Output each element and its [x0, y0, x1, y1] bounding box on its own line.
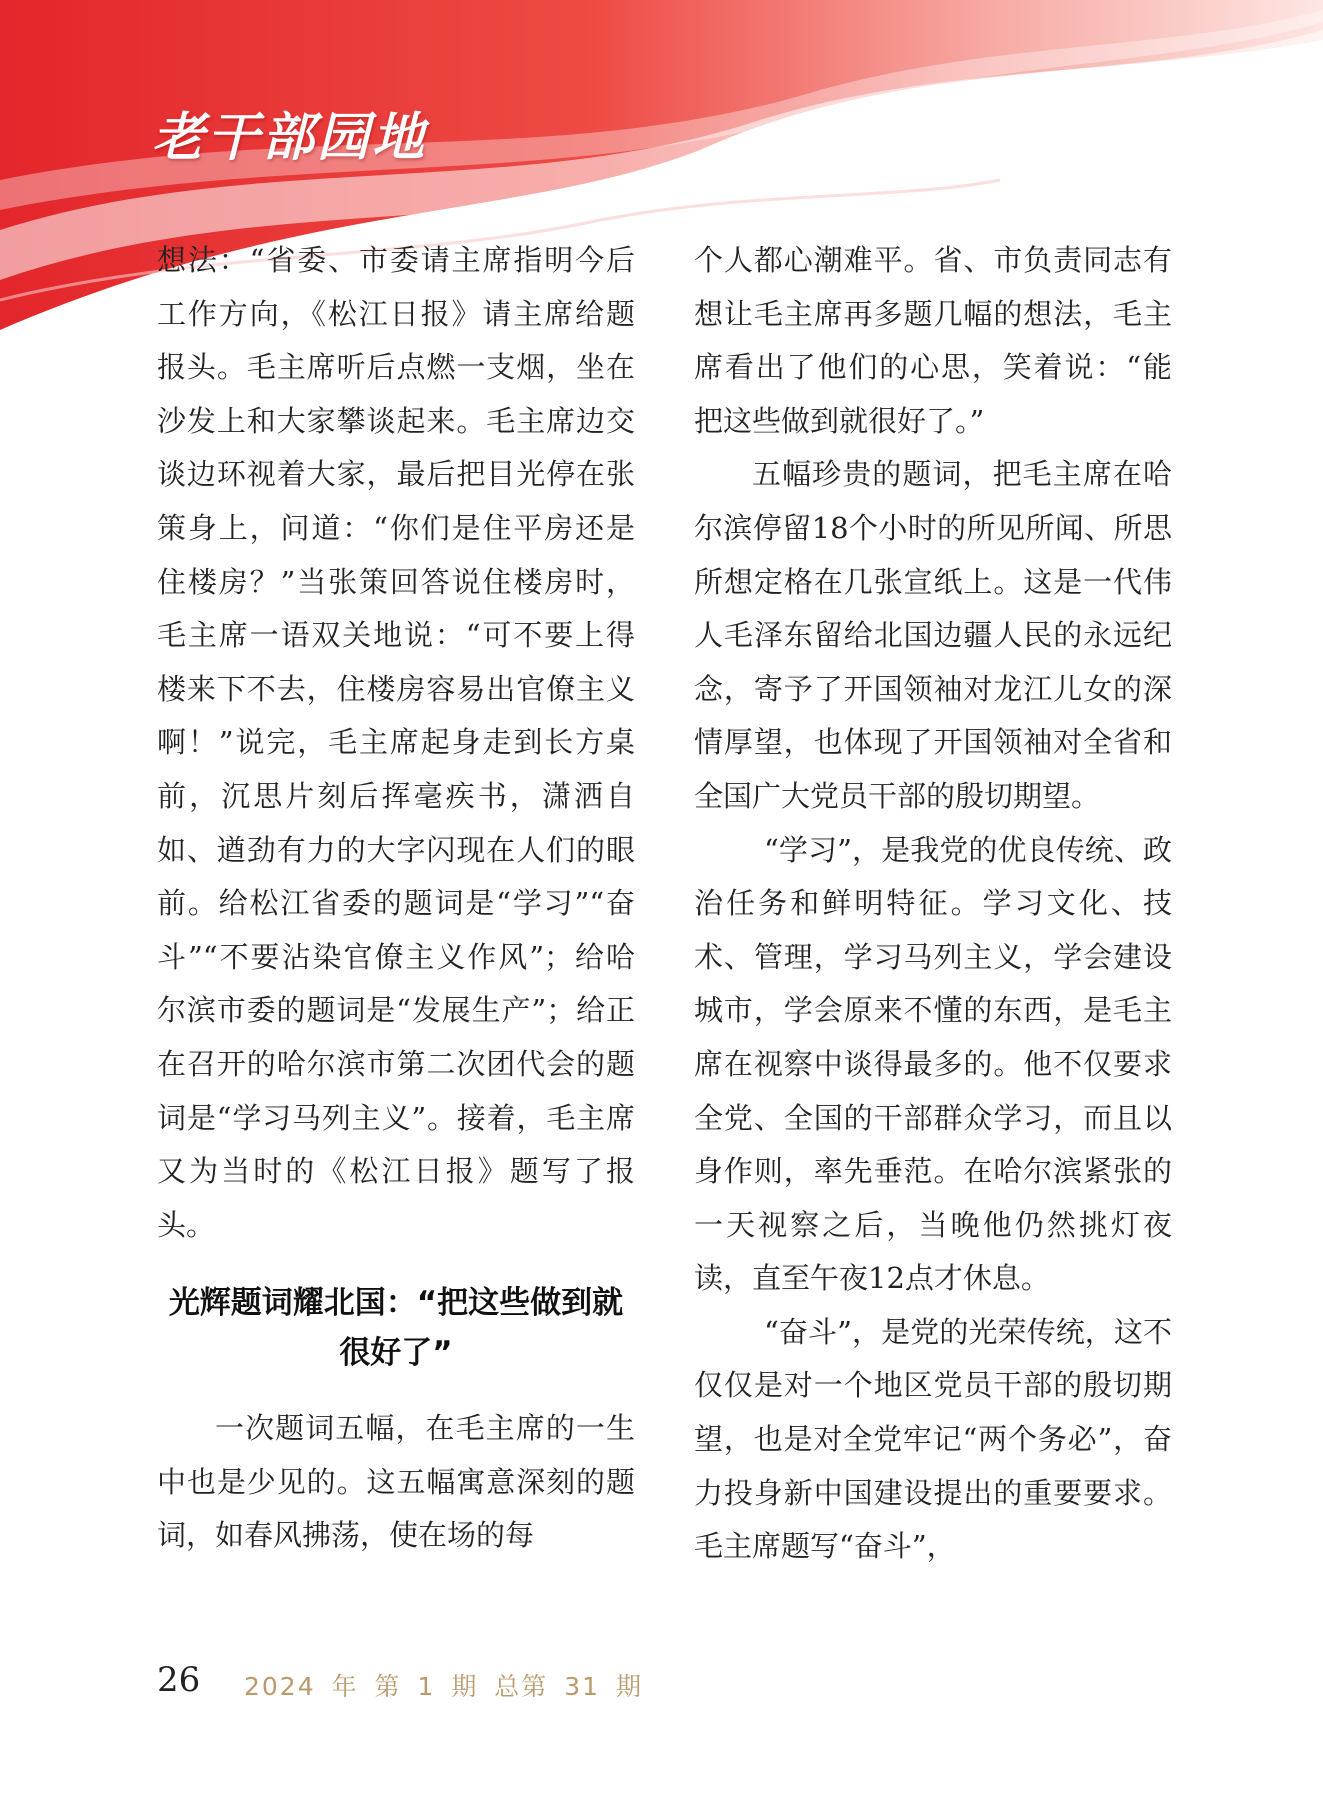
magazine-logo: 老干部园地	[152, 107, 428, 168]
paragraph: “奋斗”，是党的光荣传统，这不仅仅是对一个地区党员干部的殷切期望，也是对全党牢记“两个务必”，奋力投身新中国建设提出的重要要求。毛主席题写“奋斗”，	[694, 1314, 1172, 1564]
section-heading: 光辉题词耀北国：“把这些做到就很好了”	[168, 1285, 624, 1372]
paragraph: “学习”，是我党的优良传统、政治任务和鲜明特征。学习文化、技术、管理，学习马列主义，学会建设城市，学会原来不懂的东西，是毛主席在视察中谈得最多的。他不仅要求全党、全国的干部群众学习，而且以身作则，率先垂范。在哈尔滨紧张的一天视察之后，当晚他仍然挑灯夜读，直至午夜12点才休息。	[694, 832, 1172, 1296]
paragraph: 想法：“省委、市委请主席指明今后工作方向，《松江日报》请主席给题报头。毛主席听后点燃一支烟，坐在沙发上和大家攀谈起来。毛主席边交谈边环视着大家，最后把目光停在张策身上，问道：“你们是住平房还是住楼房？”当张策回答说住楼房时，毛主席一语双关地说：“可不要上得楼来下不去，住楼房容易出官僚主义啊！”说完，毛主席起身走到长方桌前，沉思片刻后挥毫疾书，潇洒自如、遒劲有力的大字闪现在人们的眼前。给松江省委的题词是“学习”“奋斗”“不要沾染官僚主义作风”；给哈尔滨市委的题词是“发展生产”；给正在召开的哈尔滨市第二次团代会的题词是“学习马列主义”。接着，毛主席又为当时的《松江日报》题写了报头。	[157, 243, 635, 1242]
issue-info: 2024 年 第 1 期 总第 31 期	[244, 1672, 643, 1701]
paragraph: 五幅珍贵的题词，把毛主席在哈尔滨停留18个小时的所见所闻、所思所想定格在几张宣纸上。这是一代伟人毛泽东留给北国边疆人民的永远纪念，寄予了开国领袖对龙江儿女的深情厚望，也体现了开国领袖对全省和全国广大党员干部的殷切期望。	[694, 457, 1172, 813]
paragraph: 个人都心潮难平。省、市负责同志有想让毛主席再多题几幅的想法，毛主席看出了他们的心思，笑着说：“能把这些做到就很好了。”	[694, 243, 1172, 438]
right-column	[694, 234, 1172, 1574]
paragraph: 一次题词五幅，在毛主席的一生中也是少见的。这五幅寓意深刻的题词，如春风拂荡，使在场的每	[157, 1411, 635, 1553]
page-number: 26	[157, 1660, 201, 1700]
left-column	[157, 234, 635, 1563]
